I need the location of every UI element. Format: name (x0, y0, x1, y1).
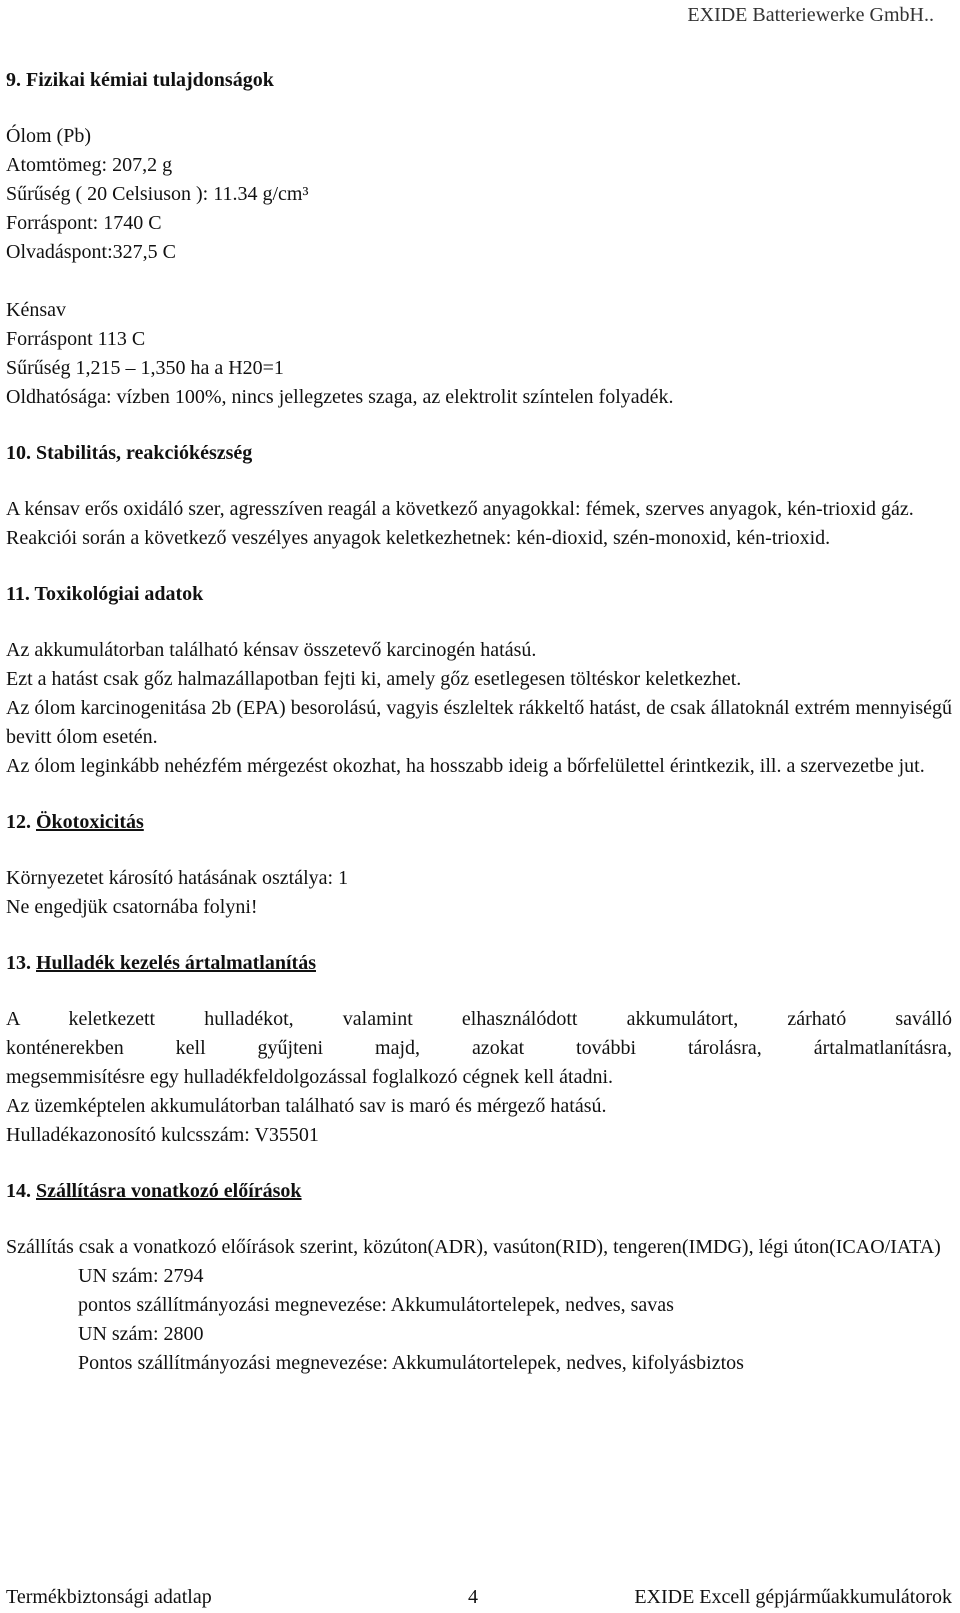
s13-paragraph-3: Hulladékazonosító kulcsszám: V35501 (6, 1124, 319, 1146)
lead-density: Sűrűség ( 20 Celsiuson ): 11.34 g/cm³ (6, 183, 309, 205)
s10-paragraph-1: A kénsav erős oxidáló szer, agresszíven reagál a következő anyagokkal: fémek, szerves anyagok, kén-trioxid gáz. (6, 498, 914, 520)
s14-un-number-1: UN szám: 2794 (78, 1265, 204, 1287)
section-11-heading: 11. Toxikológiai adatok (6, 583, 204, 605)
document-body (6, 66, 952, 1378)
s13-paragraph-1-line-1: A keletkezett hulladékot, valamint elhasználódott akkumulátort, zárható saválló (6, 1008, 952, 1030)
section-13-number: 13. (6, 952, 36, 974)
s13-paragraph-1-line-2: konténerekben kell gyűjteni majd, azokat további tárolásra, ártalmatlanításra, (6, 1037, 952, 1059)
footer-product: EXIDE Excell gépjárműakkumulátorok (634, 1586, 952, 1608)
acid-name: Kénsav (6, 299, 66, 321)
lead-melting-point: Olvadáspont:327,5 C (6, 241, 176, 263)
lead-boiling-point: Forráspont: 1740 C (6, 212, 162, 234)
s10-paragraph-2: Reakciói során a következő veszélyes anyagok keletkezhetnek: kén-dioxid, szén-monoxid, kén-trioxid. (6, 527, 831, 549)
acid-density: Sűrűség 1,215 – 1,350 ha a H20=1 (6, 357, 284, 379)
s11-paragraph-3: Az ólom karcinogenitása 2b (EPA) besorolású, vagyis észleltek rákkeltő hatást, de csak állatoknál extrém mennyiségű bevitt ólom esetén. (6, 697, 952, 748)
section-14-number: 14. (6, 1180, 36, 1202)
section-13-heading (6, 949, 952, 978)
lead-name: Ólom (Pb) (6, 125, 91, 147)
section-14-title: Szállításra vonatkozó előírások (36, 1180, 302, 1202)
s13-paragraph-2: Az üzemképtelen akkumulátorban található sav is maró és mérgező hatású. (6, 1095, 607, 1117)
lead-atomic-mass: Atomtömeg: 207,2 g (6, 154, 173, 176)
section-14-heading (6, 1177, 952, 1206)
section-13-title: Hulladék kezelés ártalmatlanítás (36, 952, 316, 974)
acid-boiling-point: Forráspont 113 C (6, 328, 146, 350)
s12-paragraph-2: Ne engedjük csatornába folyni! (6, 896, 258, 918)
section-9-heading: 9. Fizikai kémiai tulajdonságok (6, 69, 274, 91)
section-12-heading (6, 808, 952, 837)
section-10-heading: 10. Stabilitás, reakciókészség (6, 442, 253, 464)
section-12-number: 12. (6, 811, 36, 833)
s13-paragraph-1-line-3: megsemmisítésre egy hulladékfeldolgozással foglalkozó cégnek kell átadni. (6, 1066, 614, 1088)
footer-doc-type: Termékbiztonsági adatlap (6, 1586, 212, 1608)
s14-paragraph-1: Szállítás csak a vonatkozó előírások szerint, közúton(ADR), vasúton(RID), tengeren(IMDG), légi úton(ICAO/IATA) (6, 1236, 941, 1258)
footer-page-number: 4 (468, 1586, 478, 1608)
acid-solubility: Oldhatósága: vízben 100%, nincs jellegzetes szaga, az elektrolit színtelen folyadék. (6, 386, 674, 408)
page-header-company: EXIDE Batteriewerke GmbH.. (687, 4, 934, 26)
s14-shipping-name-2: Pontos szállítmányozási megnevezése: Akkumulátortelepek, nedves, kifolyásbiztos (78, 1352, 744, 1374)
s11-paragraph-2: Ezt a hatást csak gőz halmazállapotban fejti ki, amely gőz esetlegesen töltéskor keletkezhet. (6, 668, 742, 690)
s11-paragraph-1: Az akkumulátorban található kénsav összetevő karcinogén hatású. (6, 639, 537, 661)
section-12-title: Ökotoxicitás (36, 811, 144, 833)
s14-shipping-name-1: pontos szállítmányozási megnevezése: Akkumulátortelepek, nedves, savas (78, 1294, 674, 1316)
s11-paragraph-4: Az ólom leginkább nehézfém mérgezést okozhat, ha hosszabb ideig a bőrfelülettel érintkezik, ill. a szervezetbe jut. (6, 755, 925, 777)
s14-un-number-2: UN szám: 2800 (78, 1323, 204, 1345)
s12-paragraph-1: Környezetet károsító hatásának osztálya: 1 (6, 867, 349, 889)
